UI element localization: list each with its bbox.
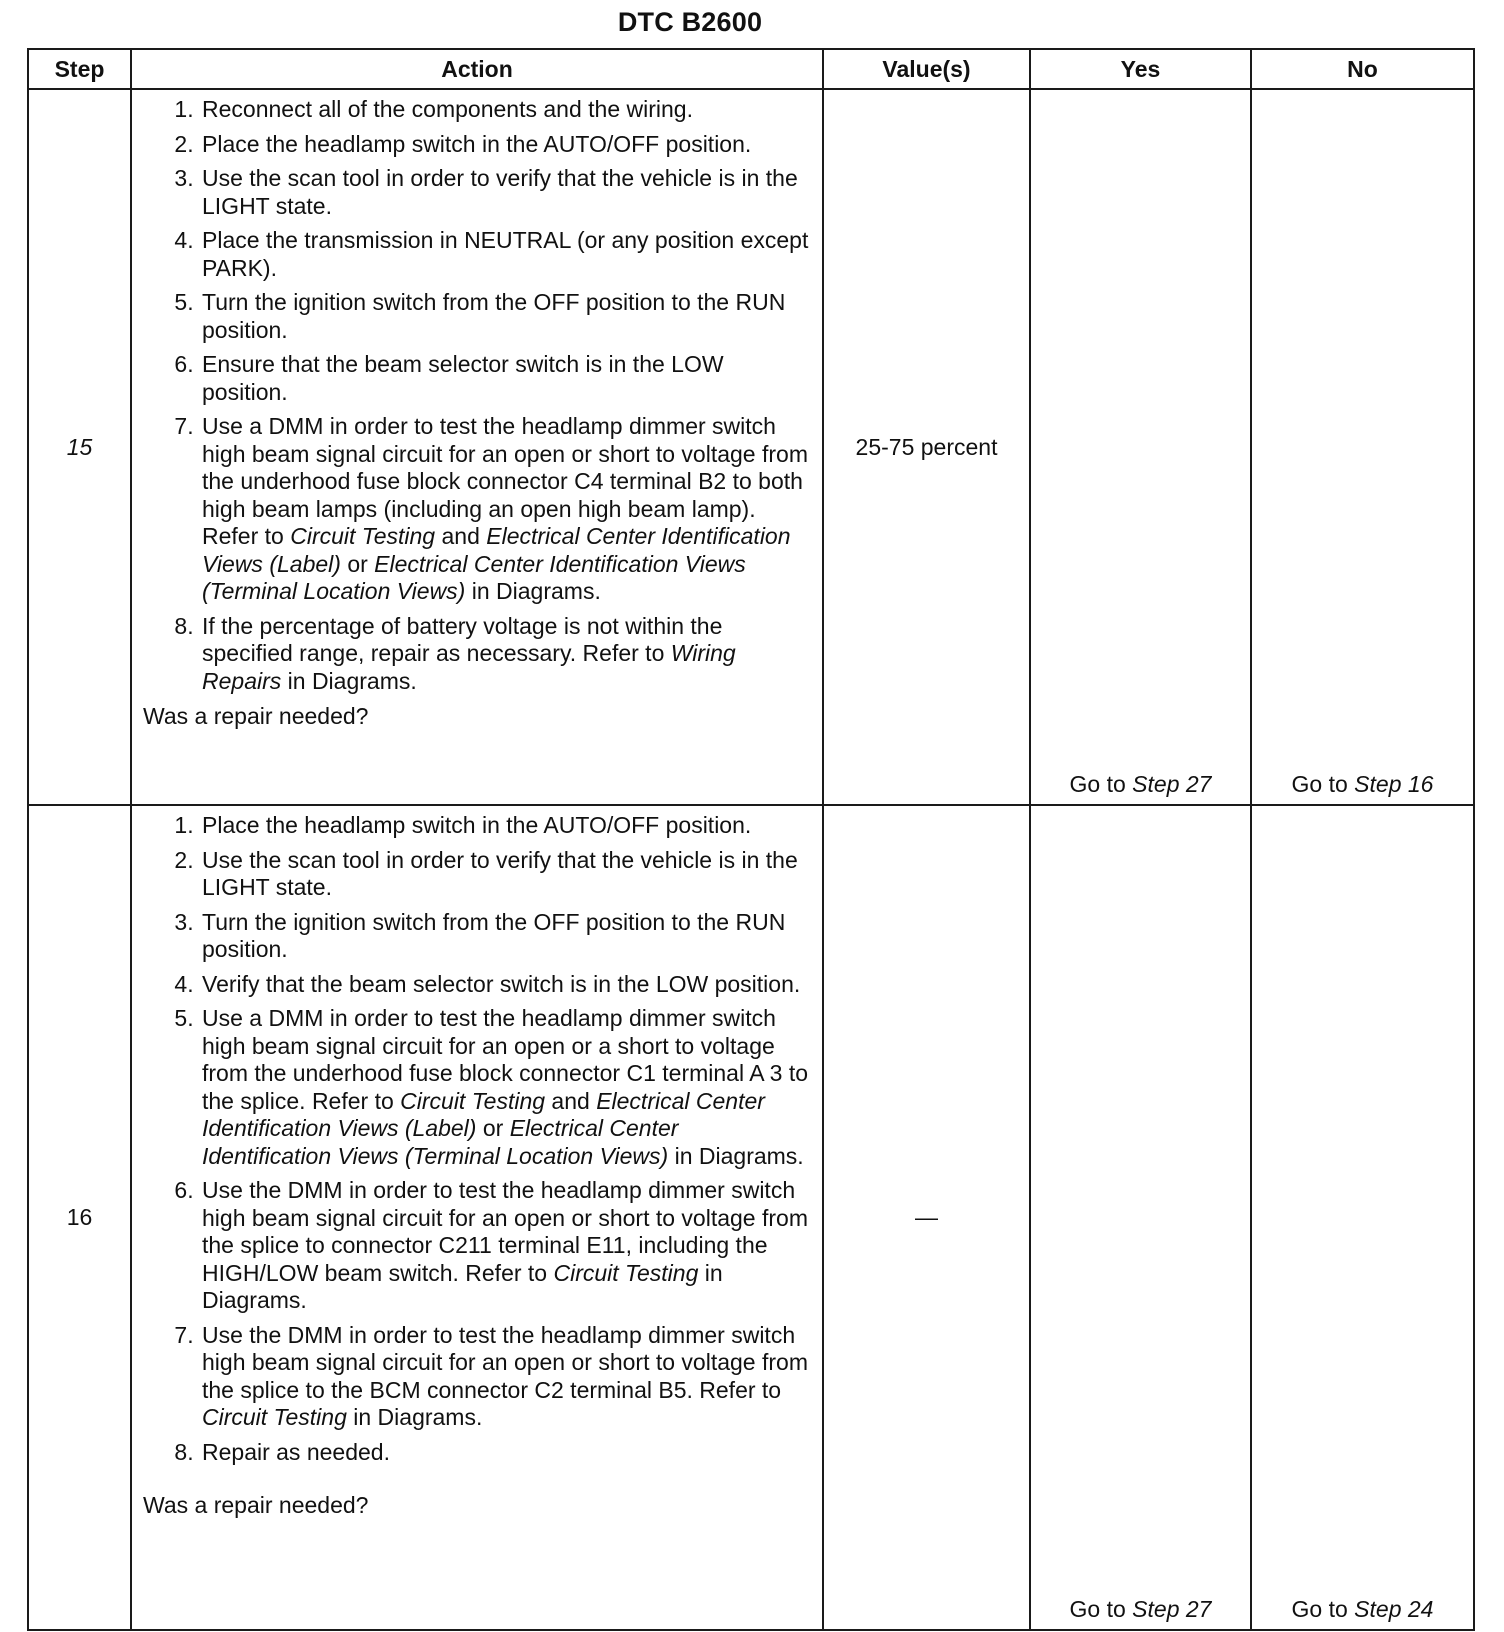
action-item: 1. Reconnect all of the components and the wiring.: [200, 96, 812, 124]
reference-link: Circuit Testing: [290, 523, 436, 549]
action-item: 6. Ensure that the beam selector switch is in the LOW position.: [200, 351, 812, 406]
action-item: 6. Use the DMM in order to test the headlamp dimmer switch high beam signal circuit for an open or short to voltage from the splice to connector C211 terminal E11, including the HIGH/LOW beam switch. Refer to Circuit Testing in Diagrams.: [200, 1177, 812, 1315]
go-to-yes: Go to Step 27: [1069, 1596, 1212, 1622]
action-item: 8. If the percentage of battery voltage is not within the specified range, repair as necessary. Refer to Wiring Repairs in Diagrams.: [200, 613, 812, 696]
action-item: 3. Turn the ignition switch from the OFF position to the RUN position.: [200, 909, 812, 964]
step-number: 16: [28, 805, 131, 1630]
question-text: Was a repair needed?: [143, 703, 369, 729]
action-item: 3. Use the scan tool in order to verify that the vehicle is in the LIGHT state.: [200, 165, 812, 220]
action-item: 5. Use a DMM in order to test the headlamp dimmer switch high beam signal circuit for an open or a short to voltage from the underhood fuse block connector C1 terminal A 3 to the splice. Refer to Circuit Testing and Electrical Center Identification Views (Label) or Electrical Center Identification Views (Terminal Location Views) in Diagrams.: [200, 1005, 812, 1170]
reference-link: Wiring Repairs: [202, 640, 736, 694]
reference-link: Circuit Testing: [553, 1259, 699, 1286]
go-to-no: Go to Step 16: [1291, 771, 1434, 797]
yes-cell: [1030, 805, 1251, 1630]
action-item: 4. Verify that the beam selector switch is in the LOW position.: [200, 971, 812, 999]
reference-link: Electrical Center Identification Views (Terminal Location Views): [202, 1115, 679, 1169]
go-to-yes: Go to Step 27: [1069, 771, 1212, 797]
no-cell: [1251, 805, 1474, 1630]
action-cell: [131, 89, 823, 805]
reference-link: Electrical Center Identification Views (Label): [202, 523, 791, 577]
action-item: 2. Place the headlamp switch in the AUTO/OFF position.: [200, 131, 812, 159]
step-number: 15: [28, 89, 131, 805]
action-item: 8. Repair as needed.: [200, 1439, 812, 1467]
diagnostic-table: [27, 48, 1475, 1631]
no-cell: [1251, 89, 1474, 805]
action-list: [132, 96, 812, 695]
reference-link: Electrical Center Identification Views (Label): [202, 1087, 765, 1141]
action-item: 2. Use the scan tool in order to verify that the vehicle is in the LIGHT state.: [200, 847, 812, 902]
reference-link: Circuit Testing: [400, 1087, 546, 1114]
header-row: [28, 49, 1474, 89]
reference-link: Circuit Testing: [202, 1404, 347, 1430]
table-row-step-15: [28, 89, 1474, 805]
header-action: Action: [131, 49, 823, 89]
table-row-step-16: [28, 805, 1474, 1630]
action-item: 5. Turn the ignition switch from the OFF position to the RUN position.: [200, 289, 812, 344]
header-no: No: [1251, 49, 1474, 89]
action-item: 1. Place the headlamp switch in the AUTO/OFF position.: [200, 812, 812, 840]
document-title: DTC B2600: [617, 7, 763, 37]
reference-link: Electrical Center Identification Views (Terminal Location Views): [202, 550, 746, 604]
go-to-no: Go to Step 24: [1291, 1596, 1434, 1622]
header-yes: Yes: [1030, 49, 1251, 89]
yes-cell: [1030, 89, 1251, 805]
header-step: Step: [28, 49, 131, 89]
action-cell: [131, 805, 823, 1630]
action-item: 7. Use the DMM in order to test the headlamp dimmer switch high beam signal circuit for an open or short to voltage from the splice to the BCM connector C2 terminal B5. Refer to Circuit Testing in Diagrams.: [200, 1322, 812, 1432]
value-cell: —: [823, 805, 1030, 1630]
value-cell: 25-75 percent: [823, 89, 1030, 805]
action-item: 7. Use a DMM in order to test the headlamp dimmer switch high beam signal circuit for an open or short to voltage from the underhood fuse block connector C4 terminal B2 to both high beam lamps (including an open high beam lamp). Refer to Circuit Testing and Electrical Center Identification Views (Label) or Electrical Center Identification Views (Terminal Location Views) in Diagrams.: [200, 413, 812, 606]
header-values: Value(s): [823, 49, 1030, 89]
action-item: 4. Place the transmission in NEUTRAL (or any position except PARK).: [200, 227, 812, 282]
question-text: Was a repair needed?: [143, 1492, 369, 1518]
action-list: [132, 812, 812, 1466]
